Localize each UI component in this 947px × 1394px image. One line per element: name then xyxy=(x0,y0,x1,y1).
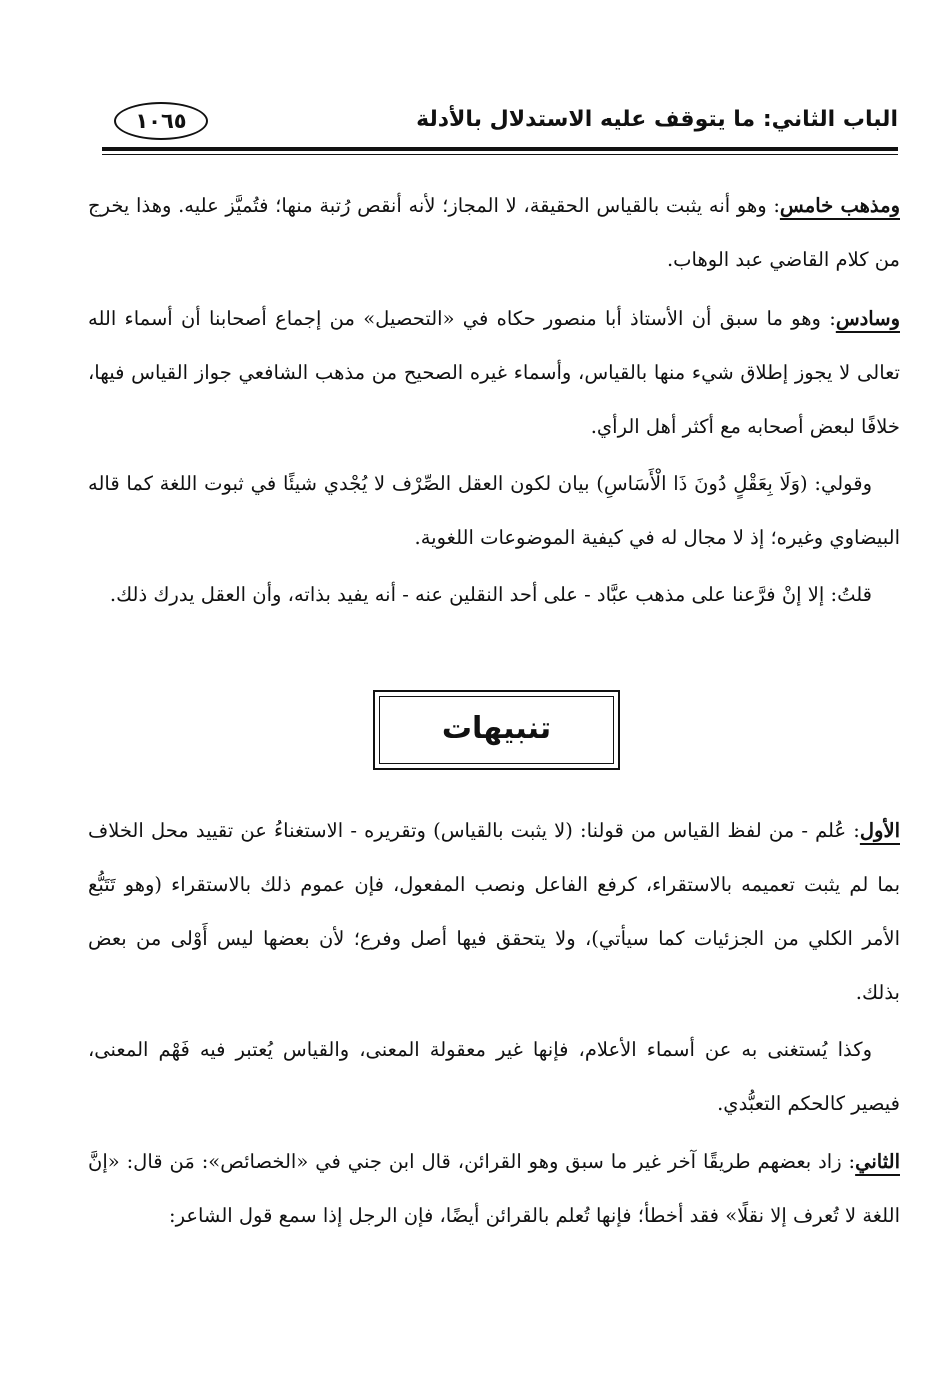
paragraph-text: وكذا يُستغنى به عن أسماء الأعلام، فإنها غير معقولة المعنى، والقياس يُعتبر فيه فَهْم المعنى، فيصير كالحكم التعبُّدي. xyxy=(88,1038,900,1115)
header-rule-thin xyxy=(102,154,898,155)
page-number: ١٠٦٥ xyxy=(114,102,208,140)
running-header xyxy=(102,102,898,142)
paragraph-first-note xyxy=(88,804,900,1020)
paragraph-my-saying xyxy=(88,457,900,565)
header-rule-thick xyxy=(102,147,898,151)
paragraph-sixth-school xyxy=(88,292,900,454)
paragraph-i-said xyxy=(88,568,900,622)
chapter-title: الباب الثاني: ما يتوقف عليه الاستدلال بالأدلة xyxy=(416,107,898,132)
paragraph-proper-names xyxy=(88,1023,900,1131)
paragraph-second-note xyxy=(88,1135,900,1243)
paragraph-text: : عُلم - من لفظ القياس من قولنا: (لا يثبت بالقياس) وتقريره - الاستغناءُ عن تقييد محل الخلاف بما لم يثبت تعميمه بالاستقراء، كرفع الفاعل ونصب المفعول، فإن عموم ذلك بالاستقراء (وهو تَتَبُّع الأمر الكلي من الجزئيات كما سيأتي)، ولا يتحقق فيها أصل وفرع؛ لأن بعضها ليس أَوْلى من بعض بذلك. xyxy=(88,819,900,1004)
section-heading-box xyxy=(373,690,620,770)
paragraph-text: : وهو أنه يثبت بالقياس الحقيقة، لا المجاز؛ لأنه أنقص رُتبة منها؛ فتُميَّز عليه. وهذا يخرج من كلام القاضي عبد الوهاب. xyxy=(88,194,900,271)
paragraph-lead: ومذهب خامس xyxy=(779,194,900,217)
paragraph-lead: الثاني xyxy=(855,1150,900,1173)
paragraph-text: : زاد بعضهم طريقًا آخر غير ما سبق وهو القرائن، قال ابن جني في «الخصائص»: مَن قال: «إنَّ اللغة لا تُعرف إلا نقلًا» فقد أخطأ؛ فإنها تُعلم بالقرائن أيضًا، فإن الرجل إذا سمع قول الشاعر: xyxy=(88,1150,900,1227)
paragraph-text: : وهو ما سبق أن الأستاذ أبا منصور حكاه في «التحصيل» من إجماع أصحابنا أن أسماء الله تعالى لا يجوز إطلاق شيء منها بالقياس، وأسماء غيره الصحيح من مذهب الشافعي جواز القياس فيها، خلافًا لبعض أصحابه مع أكثر أهل الرأي. xyxy=(88,307,900,438)
section-heading: تنبيهات xyxy=(379,696,614,764)
paragraph-fifth-school xyxy=(88,179,900,287)
paragraph-text: قلتُ: إلا إنْ فرَّعنا على مذهب عبَّاد - على أحد النقلين عنه - أنه يفيد بذاته، وأن العقل يدرك ذلك. xyxy=(109,583,872,606)
paragraph-lead: الأول xyxy=(859,819,900,842)
paragraph-lead: وسادس xyxy=(835,307,900,330)
paragraph-text: وقولي: (وَلَا بِعَقْلٍ دُونَ ذَا الْأَسَاسِ) بيان لكون العقل الصِّرْف لا يُجْدي شيئًا في ثبوت اللغة كما قاله البيضاوي وغيره؛ إذ لا مجال له في كيفية الموضوعات اللغوية. xyxy=(88,472,900,549)
